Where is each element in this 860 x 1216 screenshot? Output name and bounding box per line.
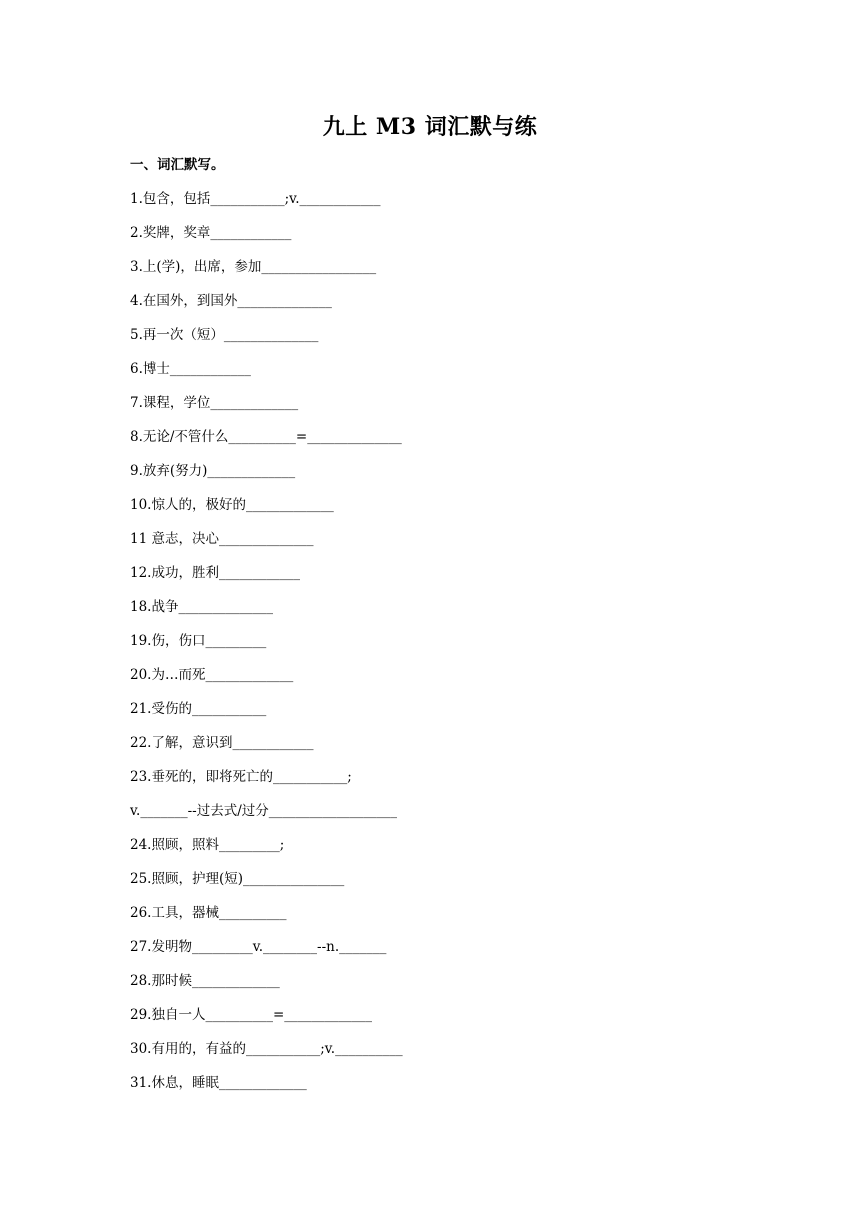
- vocabulary-item: 28.那时候_____________: [130, 973, 280, 989]
- page-title: 九上 M3 词汇默与练: [322, 114, 538, 140]
- vocabulary-list: [130, 188, 403, 1106]
- vocabulary-item: 30.有用的，有益的___________;v.__________: [130, 1041, 403, 1057]
- vocabulary-item: 2.奖牌，奖章____________: [130, 225, 292, 241]
- vocabulary-item: 10.惊人的，极好的_____________: [130, 497, 334, 513]
- vocabulary-item: 27.发明物_________v.________--n._______: [130, 939, 387, 955]
- vocabulary-item: 11 意志，决心______________: [130, 531, 314, 547]
- vocabulary-item: 22.了解，意识到____________: [130, 735, 314, 751]
- vocabulary-item: 31.休息，睡眠_____________: [130, 1075, 307, 1091]
- vocabulary-item: 26.工具，器械__________: [130, 905, 287, 921]
- section-heading: 一、词汇默写。: [130, 157, 225, 173]
- vocabulary-item: 4.在国外，到国外______________: [130, 293, 332, 309]
- vocabulary-item: 23.垂死的，即将死亡的___________;: [130, 769, 352, 785]
- vocabulary-item: 12.成功，胜利____________: [130, 565, 300, 581]
- vocabulary-item: 29.独自一人__________=_____________: [130, 1007, 373, 1023]
- vocabulary-item: 3.上(学)，出席，参加_________________: [130, 259, 377, 275]
- vocabulary-item: 18.战争______________: [130, 599, 273, 615]
- vocabulary-item: 7.课程，学位_____________: [130, 395, 299, 411]
- vocabulary-item: 5.再一次（短）______________: [130, 327, 319, 343]
- vocabulary-item: 20.为…而死_____________: [130, 667, 294, 683]
- vocabulary-item: 8.无论/不管什么__________=______________: [130, 429, 402, 445]
- vocabulary-item: 25.照顾，护理(短)_______________: [130, 871, 345, 887]
- vocabulary-item: 6.博士____________: [130, 361, 251, 377]
- vocabulary-item: 21.受伤的___________: [130, 701, 267, 717]
- vocabulary-item: 19.伤，伤口_________: [130, 633, 267, 649]
- vocabulary-item: 24.照顾，照料_________;: [130, 837, 285, 853]
- vocabulary-item: 1.包含，包括___________;v.____________: [130, 191, 381, 207]
- vocabulary-item: v._______--过去式/过分___________________: [130, 803, 397, 819]
- vocabulary-item: 9.放弃(努力)_____________: [130, 463, 296, 479]
